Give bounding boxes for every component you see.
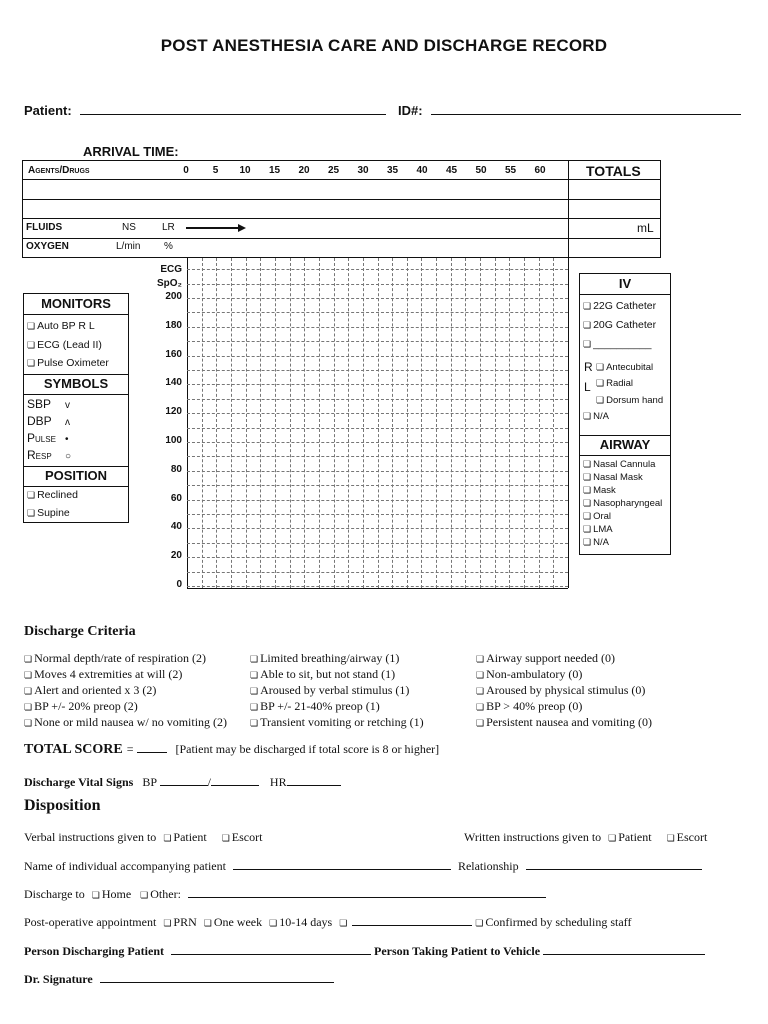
grid-hline <box>187 341 568 342</box>
grid-hline <box>187 500 568 501</box>
accompany-label: Name of individual accompanying patient <box>24 859 226 873</box>
criteria-item[interactable]: ❏ Limited breathing/airway (1) <box>250 651 424 667</box>
patient-row <box>24 102 386 120</box>
grid-hline <box>187 428 568 429</box>
checkbox-icon <box>250 715 260 729</box>
checkbox-icon <box>583 319 593 331</box>
grid-hline <box>187 572 568 573</box>
criteria-item[interactable]: ❏ Aroused by verbal stimulus (1) <box>250 683 424 699</box>
fluids-lr: LR <box>162 222 175 233</box>
signature-row <box>24 971 334 987</box>
iv-title: IV <box>618 276 632 291</box>
time-tick: 45 <box>445 165 458 176</box>
grid-hline <box>187 456 568 457</box>
totals-label: TOTALS <box>586 163 641 179</box>
grid-hline <box>187 557 568 558</box>
dr-signature-label: Dr. Signature <box>24 972 93 986</box>
checkbox-icon <box>24 667 34 681</box>
grid-vline <box>246 258 247 588</box>
other-checkbox[interactable]: ❏ Other: <box>140 887 181 901</box>
page-title: POST ANESTHESIA CARE AND DISCHARGE RECORD <box>160 36 608 55</box>
grid-hline <box>187 399 568 400</box>
y-tick: 40 <box>170 521 182 533</box>
checkbox-icon <box>475 915 485 929</box>
oxygen-label: OXYGEN <box>26 241 69 252</box>
checkbox-icon <box>163 915 173 929</box>
checkbox-icon <box>476 667 486 681</box>
criteria-item[interactable]: ❏ BP +/- 21-40% preop (1) <box>250 699 424 715</box>
grid-vline <box>465 258 466 588</box>
person-taking-field[interactable] <box>543 943 705 955</box>
agents-label: Agents/Drugs <box>28 165 90 176</box>
vitals-label: Discharge Vital Signs <box>24 775 134 789</box>
checkbox-icon <box>27 489 37 501</box>
total-score-field[interactable] <box>137 741 167 753</box>
criteria-col-3 <box>476 651 652 731</box>
grid-hline <box>187 312 568 313</box>
checkbox-icon <box>608 830 618 844</box>
bp-systolic-field[interactable] <box>160 774 208 786</box>
written-escort-checkbox[interactable]: ❏ Escort <box>667 830 708 844</box>
grid-hline <box>187 586 568 587</box>
checkbox-icon <box>24 651 34 665</box>
checkbox-icon <box>583 472 593 483</box>
iv-dorsum[interactable]: ❏ Dorsum hand <box>596 395 663 406</box>
criteria-item[interactable]: ❏ None or mild nausea w/ no vomiting (2) <box>24 715 227 731</box>
spo2-label: SpO₂ <box>157 278 182 289</box>
oxygen-unit: L/min <box>116 241 141 252</box>
grid-vline <box>451 258 452 588</box>
fluids-label: FLUIDS <box>26 222 63 233</box>
total-score-row <box>24 740 439 758</box>
postop-label: Post-operative appointment <box>24 915 157 929</box>
checkbox-icon <box>583 498 593 509</box>
airway-option[interactable]: ❏ Nasal Mask <box>583 472 643 483</box>
checkbox-icon <box>596 395 606 406</box>
airway-title: AIRWAY <box>599 437 651 452</box>
disposition-title: Disposition <box>24 797 101 814</box>
checkbox-icon <box>92 887 102 901</box>
grid-vline <box>363 258 364 588</box>
grid-hline <box>187 543 568 544</box>
y-tick: 60 <box>170 492 182 504</box>
checkbox-icon <box>27 507 37 519</box>
checkbox-icon <box>476 699 486 713</box>
postop-row <box>24 914 631 930</box>
grid-hline <box>187 370 568 371</box>
airway-option[interactable]: ❏ Oral <box>583 511 611 522</box>
grid-vline <box>202 258 203 588</box>
checkbox-icon <box>583 524 593 535</box>
iv-other[interactable]: ❏ __________ <box>583 338 651 350</box>
monitor-auto-bp[interactable]: ❏ Auto BP R L <box>27 320 95 332</box>
time-tick: 35 <box>386 165 399 176</box>
checkbox-icon <box>140 887 150 901</box>
iv-antecubital[interactable]: ❏ Antecubital <box>596 362 653 373</box>
grid-vline <box>436 258 437 588</box>
position-title: POSITION <box>44 468 108 483</box>
person-taking-label: Person Taking Patient to Vehicle <box>374 944 541 958</box>
criteria-item[interactable]: ❏ Persistent nausea and vomiting (0) <box>476 715 652 731</box>
symbol-label: Resp <box>27 448 52 462</box>
relationship-label: Relationship <box>457 859 519 873</box>
hr-label: HR <box>269 775 287 789</box>
fluids-unit: mL <box>637 221 654 235</box>
grid-vline <box>319 258 320 588</box>
criteria-item[interactable]: ❏ Normal depth/rate of respiration (2) <box>24 651 227 667</box>
postop-date-field[interactable] <box>352 914 472 926</box>
verbal-label: Verbal instructions given to <box>24 830 157 844</box>
person-discharging-label: Person Discharging Patient <box>24 944 164 958</box>
airway-option[interactable]: ❏ Nasopharyngeal <box>583 498 662 509</box>
grid-hline <box>187 514 568 515</box>
grid-vline <box>553 258 554 588</box>
prn-checkbox[interactable]: ❏ PRN <box>163 915 196 929</box>
checkbox-icon <box>250 667 260 681</box>
checkbox-icon <box>596 362 606 373</box>
grid-vline <box>231 258 232 588</box>
grid-vline <box>304 258 305 588</box>
written-label: Written instructions given to <box>464 830 602 844</box>
criteria-item[interactable]: ❏ Airway support needed (0) <box>476 651 652 667</box>
checkbox-icon <box>222 830 232 844</box>
grid-hline <box>187 442 568 443</box>
airway-option[interactable]: ❏ LMA <box>583 524 613 535</box>
symbol-label: SBP <box>27 397 52 411</box>
criteria-item[interactable]: ❏ Alert and oriented x 3 (2) <box>24 683 227 699</box>
checkbox-icon <box>476 651 486 665</box>
oxygen-pct: % <box>164 241 173 252</box>
vitals-row <box>24 774 341 790</box>
criteria-item[interactable]: ❏ BP > 40% preop (0) <box>476 699 652 715</box>
written-patient-checkbox[interactable]: ❏ Patient <box>608 830 651 844</box>
week-checkbox[interactable]: ❏ One week <box>204 915 262 929</box>
airway-option[interactable]: ❏ Nasal Cannula <box>583 459 655 470</box>
checkbox-icon <box>596 378 606 389</box>
criteria-col-1 <box>24 651 227 731</box>
grid-hline <box>187 298 568 299</box>
checkbox-icon <box>583 511 593 522</box>
monitor-ecg[interactable]: ❏ ECG (Lead II) <box>27 339 102 351</box>
time-tick: 0 <box>183 165 189 176</box>
criteria-item[interactable]: ❏ Moves 4 extremities at will (2) <box>24 667 227 683</box>
grid-hline <box>187 269 568 270</box>
grid-vline <box>421 258 422 588</box>
y-tick: 200 <box>165 291 182 302</box>
person-discharging-field[interactable] <box>171 943 371 955</box>
grid-vline <box>275 258 276 588</box>
iv-l-label: L <box>584 380 591 394</box>
checkbox-icon <box>583 459 593 470</box>
symbol-label: DBP <box>27 414 52 428</box>
checkbox-icon <box>27 357 37 369</box>
symbol-glyph: v <box>65 400 70 411</box>
ecg-label: ECG <box>160 264 182 275</box>
grid-vline <box>348 258 349 588</box>
time-tick: 20 <box>298 165 310 176</box>
grid-hline <box>187 356 568 357</box>
bp-slash: / <box>207 775 211 789</box>
time-tick: 15 <box>268 165 281 176</box>
monitor-pulse-ox[interactable]: ❏ Pulse Oximeter <box>27 357 109 369</box>
checkbox-icon <box>27 320 37 332</box>
home-checkbox[interactable]: ❏ Home <box>92 887 131 901</box>
y-tick: 100 <box>165 435 182 446</box>
id-label: ID#: <box>398 103 423 118</box>
position-reclined[interactable]: ❏ Reclined <box>27 489 78 501</box>
grid-hline <box>187 485 568 486</box>
monitors-title: MONITORS <box>41 296 111 311</box>
fluids-ns: NS <box>122 222 136 233</box>
total-score-note: [Patient may be discharged if total score is 8 or higher] <box>175 742 440 756</box>
checkbox-icon <box>583 537 593 548</box>
grid-hline <box>187 528 568 529</box>
checkbox-icon <box>583 300 593 312</box>
checkbox-icon <box>250 651 260 665</box>
time-tick: 5 <box>212 165 219 176</box>
grid-vline <box>407 258 408 588</box>
custom-days-checkbox[interactable] <box>339 915 349 929</box>
confirmed-checkbox[interactable]: ❏ Confirmed by scheduling staff <box>475 915 631 929</box>
checkbox-icon <box>27 339 37 351</box>
checkbox-icon <box>667 830 677 844</box>
grid-vline <box>392 258 393 588</box>
other-field[interactable] <box>188 886 546 898</box>
checkbox-icon <box>583 485 593 496</box>
checkbox-icon <box>269 915 279 929</box>
iv-22g[interactable]: ❏ 22G Catheter <box>583 300 656 312</box>
time-tick: 60 <box>534 165 546 176</box>
grid-vline <box>495 258 496 588</box>
grid-hline <box>187 284 568 285</box>
grid-vline <box>509 258 510 588</box>
checkbox-icon <box>583 338 593 350</box>
time-tick: 30 <box>357 165 369 176</box>
symbol-row <box>27 431 69 445</box>
grid-hline <box>187 413 568 414</box>
iv-radial[interactable]: ❏ Radial <box>596 378 633 389</box>
accompany-row <box>24 858 702 874</box>
checkbox-icon <box>24 699 34 713</box>
y-tick: 0 <box>176 579 182 590</box>
accompany-field[interactable] <box>233 858 451 870</box>
grid-vline <box>524 258 525 588</box>
iv-20g[interactable]: ❏ 20G Catheter <box>583 319 656 331</box>
grid-vline <box>216 258 217 588</box>
criteria-item[interactable]: ❏ Non-ambulatory (0) <box>476 667 652 683</box>
grid-right-border <box>568 258 569 588</box>
grid-vline <box>480 258 481 588</box>
bp-label: BP <box>142 775 157 789</box>
grid-hline <box>187 471 568 472</box>
verbal-row <box>24 830 262 845</box>
y-tick: 20 <box>170 550 182 562</box>
hr-field[interactable] <box>287 774 341 786</box>
checkbox-icon <box>476 715 486 729</box>
checkbox-icon <box>250 699 260 713</box>
days-checkbox[interactable]: ❏ 10-14 days <box>269 915 332 929</box>
checkbox-icon <box>24 683 34 697</box>
criteria-item[interactable]: ❏ Aroused by physical stimulus (0) <box>476 683 652 699</box>
iv-r-label: R <box>584 360 593 374</box>
checkbox-icon <box>204 915 214 929</box>
symbol-row <box>27 397 70 411</box>
symbol-row <box>27 448 71 462</box>
iv-na[interactable]: ❏ N/A <box>583 411 609 422</box>
fluids-arrow-icon <box>186 222 246 234</box>
patient-field[interactable] <box>80 103 386 115</box>
discharger-row <box>24 943 705 959</box>
y-tick: 120 <box>165 406 182 418</box>
grid-vline <box>378 258 379 588</box>
checkbox-icon <box>476 683 486 697</box>
checkbox-icon <box>250 683 260 697</box>
symbol-glyph: ○ <box>65 451 72 462</box>
arrival-time-label: ARRIVAL TIME: <box>83 144 179 159</box>
id-field[interactable] <box>431 103 741 115</box>
grid-hline <box>187 384 568 385</box>
written-row <box>464 830 707 845</box>
verbal-escort-checkbox[interactable]: ❏ Escort <box>222 830 263 844</box>
dr-signature-field[interactable] <box>100 971 334 983</box>
time-tick: 50 <box>475 165 487 176</box>
criteria-item[interactable]: ❏ Transient vomiting or retching (1) <box>250 715 424 731</box>
grid-vline <box>260 258 261 588</box>
verbal-patient-checkbox[interactable]: ❏ Patient <box>163 830 206 844</box>
criteria-item[interactable]: ❏ Able to sit, but not stand (1) <box>250 667 424 683</box>
symbol-row <box>27 414 70 428</box>
y-tick: 180 <box>165 319 182 331</box>
grid-hline <box>187 327 568 328</box>
symbol-label: Pulse <box>27 431 56 445</box>
time-tick: 10 <box>239 165 251 176</box>
checkbox-icon <box>583 411 593 422</box>
discharge-to-label: Discharge to <box>24 887 85 901</box>
airway-option[interactable]: ❏ N/A <box>583 537 609 548</box>
patient-label: Patient: <box>24 103 72 118</box>
grid-bottom-border <box>187 588 568 589</box>
time-tick: 25 <box>327 165 340 176</box>
grid-vline <box>334 258 335 588</box>
id-row <box>398 102 741 120</box>
criteria-col-2 <box>250 651 424 731</box>
checkbox-icon <box>163 830 173 844</box>
y-tick: 160 <box>165 348 182 360</box>
y-tick: 140 <box>165 377 182 389</box>
total-score-eq: = <box>126 742 134 756</box>
discharge-to-row <box>24 886 546 902</box>
criteria-item[interactable]: ❏ BP +/- 20% preop (2) <box>24 699 227 715</box>
time-tick: 55 <box>504 165 517 176</box>
symbol-glyph: • <box>65 434 69 445</box>
symbols-title: SYMBOLS <box>43 376 109 391</box>
checkbox-icon <box>339 915 349 929</box>
relationship-field[interactable] <box>526 858 702 870</box>
symbol-glyph: ʌ <box>65 417 70 428</box>
y-tick: 80 <box>170 463 182 475</box>
total-score-label: TOTAL SCORE <box>24 742 123 757</box>
time-tick: 40 <box>416 165 428 176</box>
grid-left-border <box>187 258 188 588</box>
position-supine[interactable]: ❏ Supine <box>27 507 70 519</box>
checkbox-icon <box>24 715 34 729</box>
grid-vline <box>539 258 540 588</box>
bp-diastolic-field[interactable] <box>211 774 259 786</box>
grid-vline <box>290 258 291 588</box>
discharge-title: Discharge Criteria <box>24 624 136 639</box>
airway-option[interactable]: ❏ Mask <box>583 485 616 496</box>
